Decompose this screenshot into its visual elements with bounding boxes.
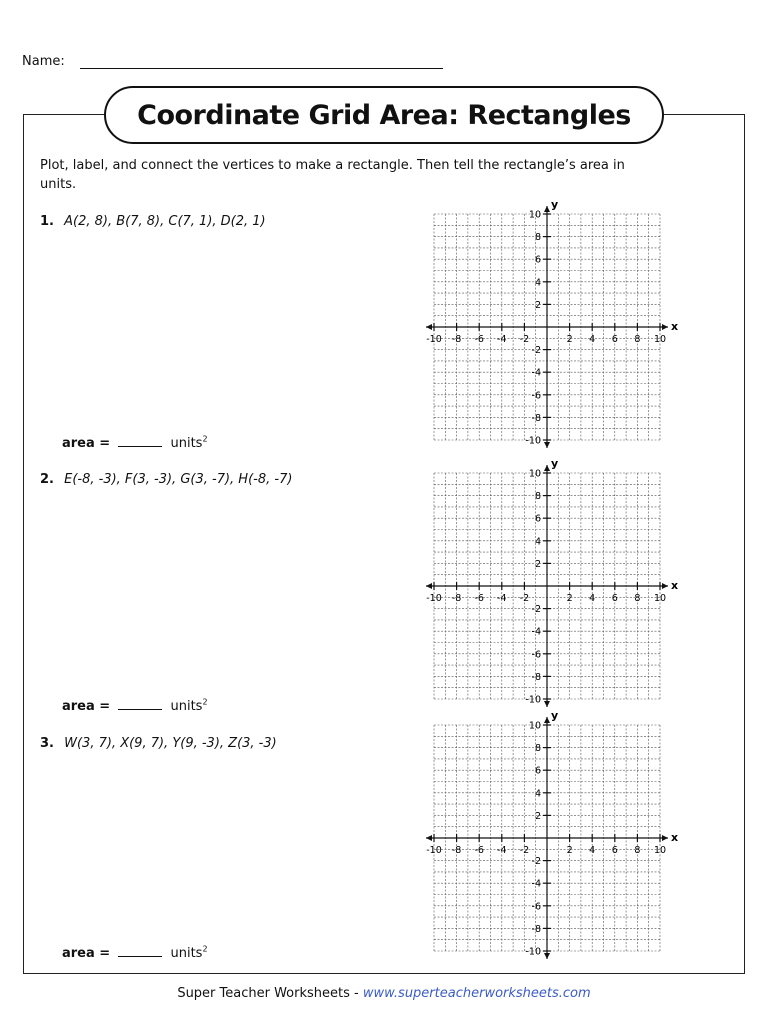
y-tick-label: -6	[531, 901, 541, 913]
y-tick-label: 10	[528, 209, 541, 221]
y-tick-label: -10	[525, 435, 541, 447]
y-tick-label: 4	[534, 536, 541, 548]
y-tick-label: 2	[534, 299, 541, 311]
y-tick-label: -10	[525, 946, 541, 958]
name-label: Name:	[22, 54, 65, 69]
name-field-line[interactable]	[80, 68, 443, 69]
x-tick-label: -10	[426, 334, 442, 345]
footer-site-link[interactable]: www.superteacherworksheets.com	[362, 986, 591, 1001]
y-tick-label: 4	[534, 277, 541, 289]
x-tick-label: -6	[474, 334, 484, 345]
area-answer-1	[62, 434, 208, 451]
y-tick-label: -8	[531, 671, 541, 683]
problem-points: A(2, 8), B(7, 8), C(7, 1), D(2, 1)	[64, 214, 266, 229]
x-tick-label: -4	[497, 845, 507, 856]
y-tick-label: -4	[531, 878, 541, 890]
x-tick-label: -6	[474, 845, 484, 856]
y-tick-label: -10	[525, 694, 541, 706]
x-tick-label: 6	[611, 334, 618, 345]
footer-brand: Super Teacher Worksheets -	[177, 986, 363, 1001]
area-exponent: 2	[202, 697, 208, 707]
x-tick-label: 2	[566, 845, 573, 856]
x-axis-label: x	[671, 320, 679, 333]
x-axis-arrow-left	[426, 324, 432, 330]
problem-number: 3.	[40, 736, 54, 751]
x-axis-arrow-right	[662, 324, 668, 330]
area-label: area =	[62, 946, 111, 961]
y-tick-label: -4	[531, 626, 541, 638]
y-tick-label: 2	[534, 558, 541, 570]
area-answer-3	[62, 944, 208, 961]
x-tick-label: -4	[497, 593, 507, 604]
x-tick-label: -10	[426, 593, 442, 604]
y-tick-label: -6	[531, 649, 541, 661]
x-tick-label: -8	[451, 334, 462, 345]
y-tick-label: -8	[531, 923, 541, 935]
area-units: units	[170, 946, 203, 961]
problem-3	[40, 736, 277, 751]
area-blank[interactable]	[118, 434, 162, 447]
y-axis-arrow-down	[544, 953, 550, 959]
instructions: Plot, label, and connect the vertices to make a rectangle. Then tell the rectangle’s area in units.	[40, 158, 625, 192]
y-axis-arrow-down	[544, 442, 550, 448]
x-axis-arrow-left	[426, 835, 432, 841]
x-tick-label: -10	[426, 845, 442, 856]
y-tick-label: -2	[531, 856, 541, 868]
problem-1	[40, 214, 266, 229]
y-axis-label: y	[551, 198, 559, 211]
y-tick-label: -8	[531, 412, 541, 424]
coordinate-grid-3[interactable]	[420, 711, 680, 971]
y-tick-label: 10	[528, 720, 541, 732]
x-tick-label: 8	[634, 593, 641, 604]
problem-points: E(-8, -3), F(3, -3), G(3, -7), H(-8, -7)	[64, 472, 293, 487]
x-tick-label: 4	[589, 334, 596, 345]
area-blank[interactable]	[118, 944, 162, 957]
y-tick-label: 8	[534, 232, 541, 244]
y-tick-label: 6	[534, 254, 541, 266]
y-tick-label: 10	[528, 468, 541, 480]
x-tick-label: 2	[566, 593, 573, 604]
y-tick-label: 4	[534, 788, 541, 800]
y-tick-label: -6	[531, 390, 541, 402]
x-axis-arrow-left	[426, 583, 432, 589]
y-tick-label: -2	[531, 604, 541, 616]
area-exponent: 2	[202, 434, 208, 444]
area-label: area =	[62, 699, 111, 714]
y-axis-label: y	[551, 457, 559, 470]
x-tick-label: 6	[611, 845, 618, 856]
x-axis-arrow-right	[662, 835, 668, 841]
x-tick-label: -8	[451, 593, 462, 604]
coordinate-grid-1[interactable]	[420, 200, 680, 460]
x-tick-label: 4	[589, 845, 596, 856]
area-units: units	[170, 436, 203, 451]
area-label: area =	[62, 436, 111, 451]
x-tick-label: 8	[634, 334, 641, 345]
x-tick-label: -2	[519, 593, 530, 604]
y-tick-label: 6	[534, 765, 541, 777]
y-axis-arrow-down	[544, 701, 550, 707]
x-tick-label: 8	[634, 845, 641, 856]
problem-number: 2.	[40, 472, 54, 487]
problem-points: W(3, 7), X(9, 7), Y(9, -3), Z(3, -3)	[64, 736, 277, 751]
problem-number: 1.	[40, 214, 54, 229]
area-units: units	[170, 699, 203, 714]
x-axis-arrow-right	[662, 583, 668, 589]
x-tick-label: 4	[589, 593, 596, 604]
x-tick-label: -2	[519, 845, 530, 856]
y-tick-label: 2	[534, 810, 541, 822]
area-blank[interactable]	[118, 697, 162, 710]
x-tick-label: -6	[474, 593, 484, 604]
footer	[0, 986, 768, 1001]
y-tick-label: 6	[534, 513, 541, 525]
y-tick-label: -2	[531, 345, 541, 357]
x-tick-label: 10	[653, 334, 667, 345]
area-exponent: 2	[202, 944, 208, 954]
page-title: Coordinate Grid Area: Rectangles	[104, 86, 664, 144]
x-tick-label: -4	[497, 334, 507, 345]
y-axis-label: y	[551, 709, 559, 722]
coordinate-grid-2[interactable]	[420, 459, 680, 719]
x-axis-label: x	[671, 579, 679, 592]
x-tick-label: 6	[611, 593, 618, 604]
y-tick-label: -4	[531, 367, 541, 379]
y-tick-label: 8	[534, 491, 541, 503]
x-tick-label: 10	[653, 593, 667, 604]
x-tick-label: 10	[653, 845, 667, 856]
x-tick-label: -8	[451, 845, 462, 856]
x-tick-label: -2	[519, 334, 530, 345]
x-tick-label: 2	[566, 334, 573, 345]
area-answer-2	[62, 697, 208, 714]
y-axis-arrow-up	[544, 717, 550, 723]
problem-2	[40, 472, 292, 487]
y-axis-arrow-up	[544, 465, 550, 471]
x-axis-label: x	[671, 831, 679, 844]
y-tick-label: 8	[534, 743, 541, 755]
y-axis-arrow-up	[544, 206, 550, 212]
